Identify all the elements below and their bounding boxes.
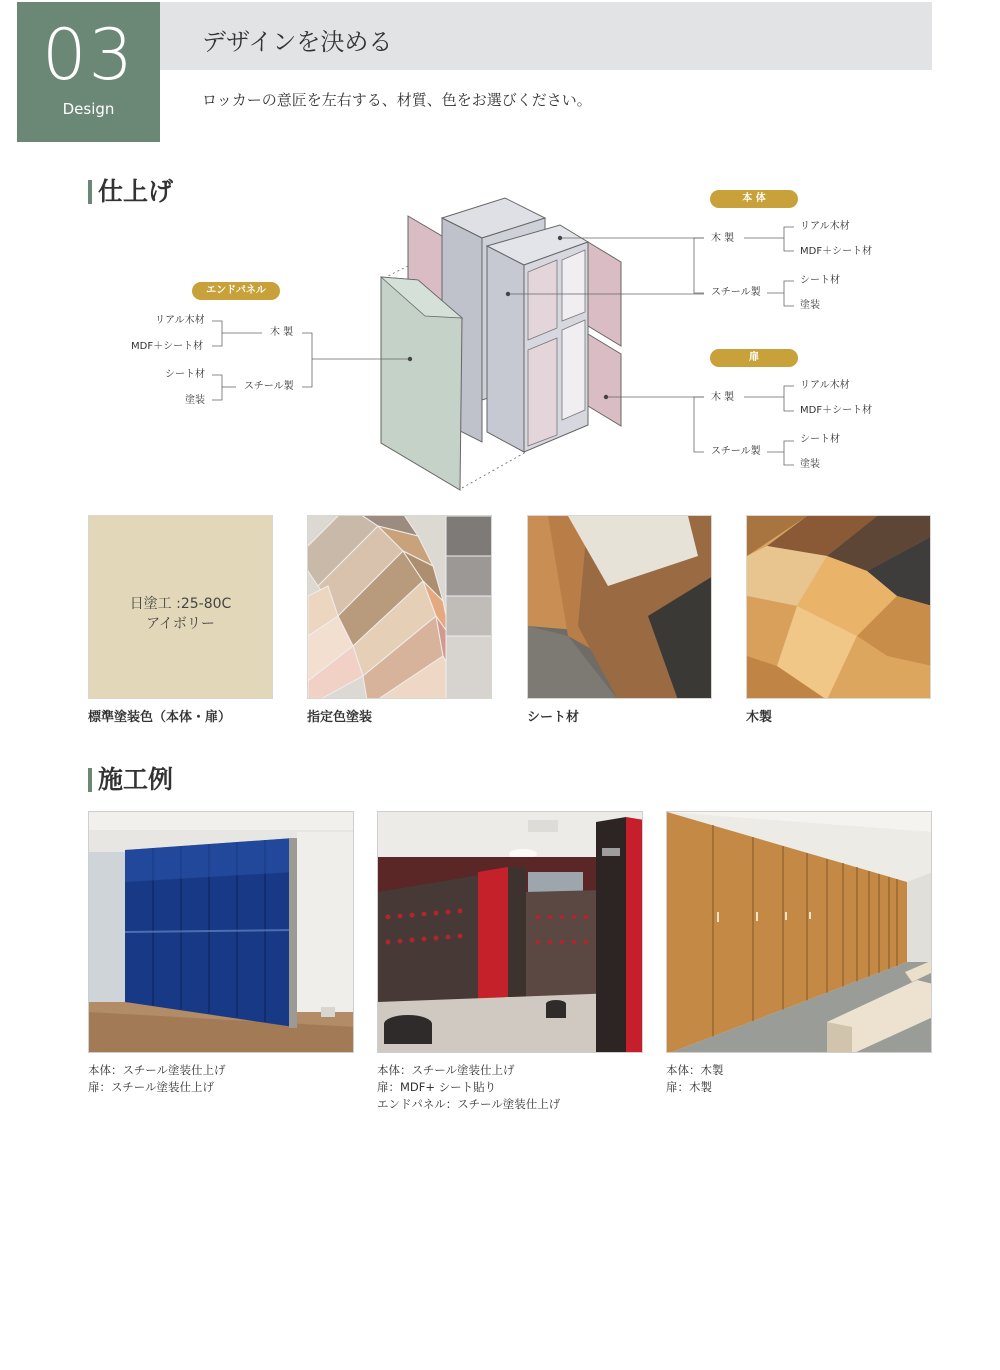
example-3-door: 扉：木製 [666, 1080, 712, 1094]
example-caption-3 [666, 1062, 724, 1096]
body-sheet: シート材 [800, 275, 840, 286]
swatch-wood-caption: 木製 [746, 710, 773, 725]
body-mdf-sheet: MDF＋シート材 [800, 246, 873, 257]
door-wood: 木 製 [711, 392, 735, 403]
section-number: 03 [41, 14, 136, 96]
section-number-box [17, 2, 160, 142]
body-paint: 塗装 [800, 300, 820, 311]
section-subtitle: Design [62, 100, 115, 118]
page-title: デザインを決める [202, 28, 393, 56]
end-panel-wood: 木 製 [270, 327, 294, 338]
body-steel: スチール製 [711, 287, 761, 298]
examples-heading: 施工例 [88, 766, 173, 794]
wood-lockers-image [667, 812, 932, 1053]
wood-samples-image [747, 516, 931, 699]
swatch-sheet-material [527, 515, 712, 699]
locker-exploded-diagram [0, 180, 1000, 510]
door-steel: スチール製 [711, 446, 761, 457]
swatch-wood [746, 515, 931, 699]
finish-heading: 仕上げ [88, 178, 173, 206]
swatch-standard-paint-caption: 標準塗装色（本体・扉） [88, 710, 232, 725]
red-lockers-image [378, 812, 643, 1053]
swatch-standard-paint-label [89, 594, 272, 634]
example-1-body: 本体：スチール塗装仕上げ [88, 1063, 226, 1077]
door-real-wood: リアル木材 [800, 380, 850, 391]
door-paint: 塗装 [800, 459, 820, 470]
door-sheet: シート材 [800, 434, 840, 445]
example-1-door: 扉：スチール塗装仕上げ [88, 1080, 215, 1094]
example-photo-wood-lockers [666, 811, 932, 1053]
paint-color-name: アイボリー [146, 616, 215, 632]
swatch-custom-color-caption: 指定色塗装 [307, 710, 373, 725]
blue-lockers-image [89, 812, 354, 1053]
example-photo-red-lockers [377, 811, 643, 1053]
lead-text: ロッカーの意匠を左右する、材質、色をお選びください。 [202, 91, 592, 109]
end-panel-mdf-sheet: MDF＋シート材 [131, 341, 204, 352]
example-caption-1 [88, 1062, 226, 1096]
title-bar [160, 2, 932, 70]
example-2-body: 本体：スチール塗装仕上げ [377, 1063, 515, 1077]
swatch-sheet-material-caption: シート材 [527, 710, 580, 725]
sheet-material-image [528, 516, 712, 699]
example-2-door: 扉：MDF+ シート貼り [377, 1080, 497, 1094]
example-photo-blue-lockers [88, 811, 354, 1053]
example-3-body: 本体：木製 [666, 1063, 724, 1077]
body-real-wood: リアル木材 [800, 221, 850, 232]
end-panel-steel: スチール製 [244, 381, 294, 392]
door-badge: 扉 [710, 349, 798, 367]
body-badge: 本 体 [710, 190, 798, 208]
example-caption-2 [377, 1062, 560, 1113]
paint-code: 日塗工 :25-80C [129, 596, 232, 612]
swatch-custom-color [307, 515, 492, 699]
swatch-standard-paint [88, 515, 273, 699]
end-panel-badge: エンドパネル [192, 282, 280, 300]
end-panel-sheet: シート材 [165, 369, 205, 380]
door-mdf-sheet: MDF＋シート材 [800, 405, 873, 416]
end-panel-real-wood: リアル木材 [155, 315, 205, 326]
example-2-end-panel: エンドパネル：スチール塗装仕上げ [377, 1097, 561, 1111]
end-panel-paint: 塗装 [185, 395, 205, 406]
color-fan-image [308, 516, 492, 699]
body-wood: 木 製 [711, 233, 735, 244]
